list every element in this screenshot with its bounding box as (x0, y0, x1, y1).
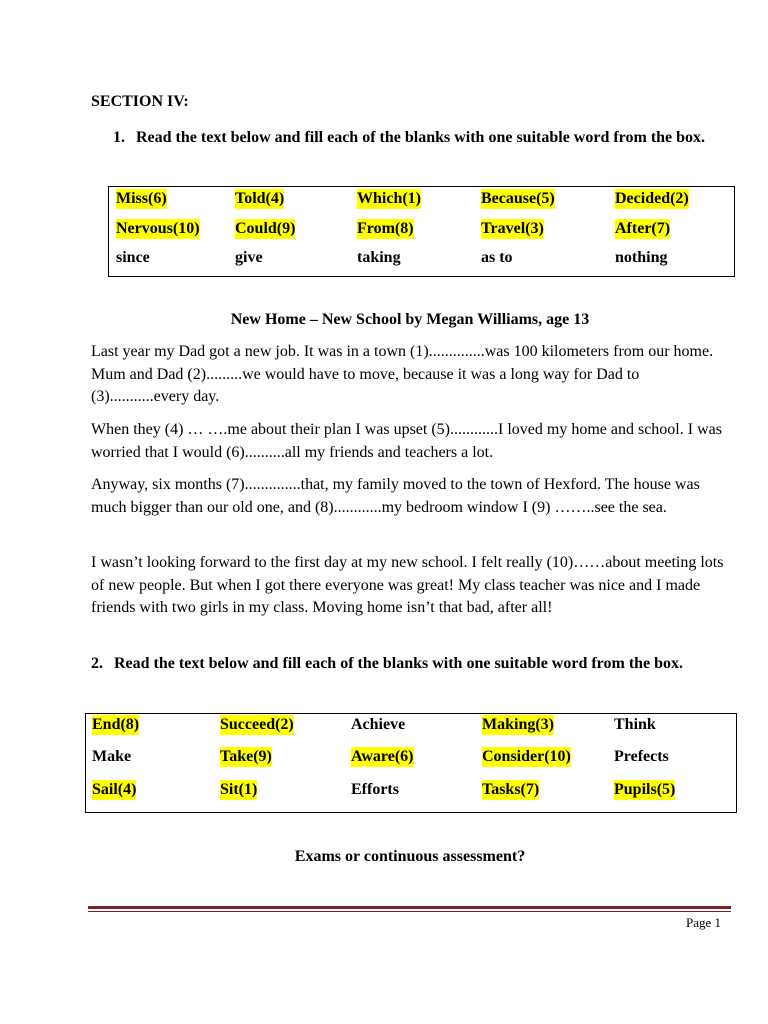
q2-word-r1-c3: Achieve (351, 716, 406, 733)
q2-word-r3-c3: Efforts (351, 781, 399, 798)
q1-instruction-text: Read the text below and fill each of the blanks with one suitable word from the box. (136, 129, 706, 146)
q1-word-r2-c3: From(8) (357, 220, 414, 237)
q2-word-r2-c2: Take(9) (220, 748, 272, 765)
q2-instruction-text: Read the text below and fill each of the blanks with one suitable word from the box. (114, 655, 684, 672)
q2-text-title: Exams or continuous assessment? (294, 848, 526, 865)
q2-word-r1-c2: Succeed(2) (220, 716, 294, 733)
q1-word-r1-c1: Miss(6) (116, 190, 167, 207)
q2-word-r2-c4: Consider(10) (482, 748, 571, 765)
q1-word-r3-c1: since (116, 249, 150, 266)
q2-word-r1-c5: Think (614, 716, 656, 733)
q1-word-box (108, 186, 735, 277)
q1-word-r2-c5: After(7) (615, 220, 671, 237)
q1-word-r2-c1: Nervous(10) (116, 220, 200, 237)
q1-instruction (113, 126, 753, 150)
q1-word-r3-c5: nothing (615, 249, 668, 266)
q2-word-r3-c5: Pupils(5) (614, 781, 676, 798)
q2-word-r1-c4: Making(3) (482, 716, 554, 733)
q1-number: 1. (113, 129, 125, 146)
q1-word-r3-c4: as to (481, 249, 513, 266)
q2-word-r2-c1: Make (92, 748, 132, 765)
q1-word-r1-c5: Decided(2) (615, 190, 689, 207)
q2-number: 2. (91, 655, 103, 672)
page-number: Page 1 (685, 915, 721, 930)
section-title: SECTION IV: (91, 93, 189, 110)
q2-word-r3-c1: Sail(4) (92, 781, 137, 798)
q1-word-r2-c2: Could(9) (235, 220, 296, 237)
q1-paragraph-3: Anyway, six months (7)..............that, my family moved to the town of Hexford. The house was much bigger than our old one, and (8)............my bedroom window I (9) ……..see the sea. (91, 476, 700, 516)
q1-paragraph-4: I wasn’t looking forward to the first day at my new school. I felt really (10)……about meeting lots of new people. But when I got there everyone was great! My class teacher was nice and I made friends with two girls in my class. Moving home isn’t that bad, after all! (91, 554, 724, 616)
footer-rule-thin (88, 911, 731, 912)
q2-word-r2-c5: Prefects (614, 748, 669, 765)
q2-word-r3-c4: Tasks(7) (482, 781, 540, 798)
q1-word-r3-c2: give (235, 249, 263, 266)
q1-word-r1-c4: Because(5) (481, 190, 555, 207)
q2-word-r1-c1: End(8) (92, 716, 140, 733)
q1-word-r1-c3: Which(1) (357, 190, 421, 207)
q2-word-box (85, 713, 737, 813)
q1-paragraph-2: When they (4) … ….me about their plan I was upset (5)............I loved my home and school. I was worried that I would (6)..........all my friends and teachers a lot. (91, 421, 722, 461)
q1-word-r1-c2: Told(4) (235, 190, 285, 207)
q2-instruction (91, 652, 731, 676)
q1-word-r3-c3: taking (357, 249, 401, 266)
q1-text-title: New Home – New School by Megan Williams, age 13 (230, 311, 590, 328)
footer-rule-thick (88, 906, 731, 909)
q1-paragraph-1: Last year my Dad got a new job. It was in a town (1)..............was 100 kilometers from our home. Mum and Dad (2).........we would have to move, because it was a long way for Dad to (3)...........every day. (91, 343, 714, 405)
q2-word-r2-c3: Aware(6) (351, 748, 414, 765)
q1-word-r2-c4: Travel(3) (481, 220, 544, 237)
q2-word-r3-c2: Sit(1) (220, 781, 258, 798)
